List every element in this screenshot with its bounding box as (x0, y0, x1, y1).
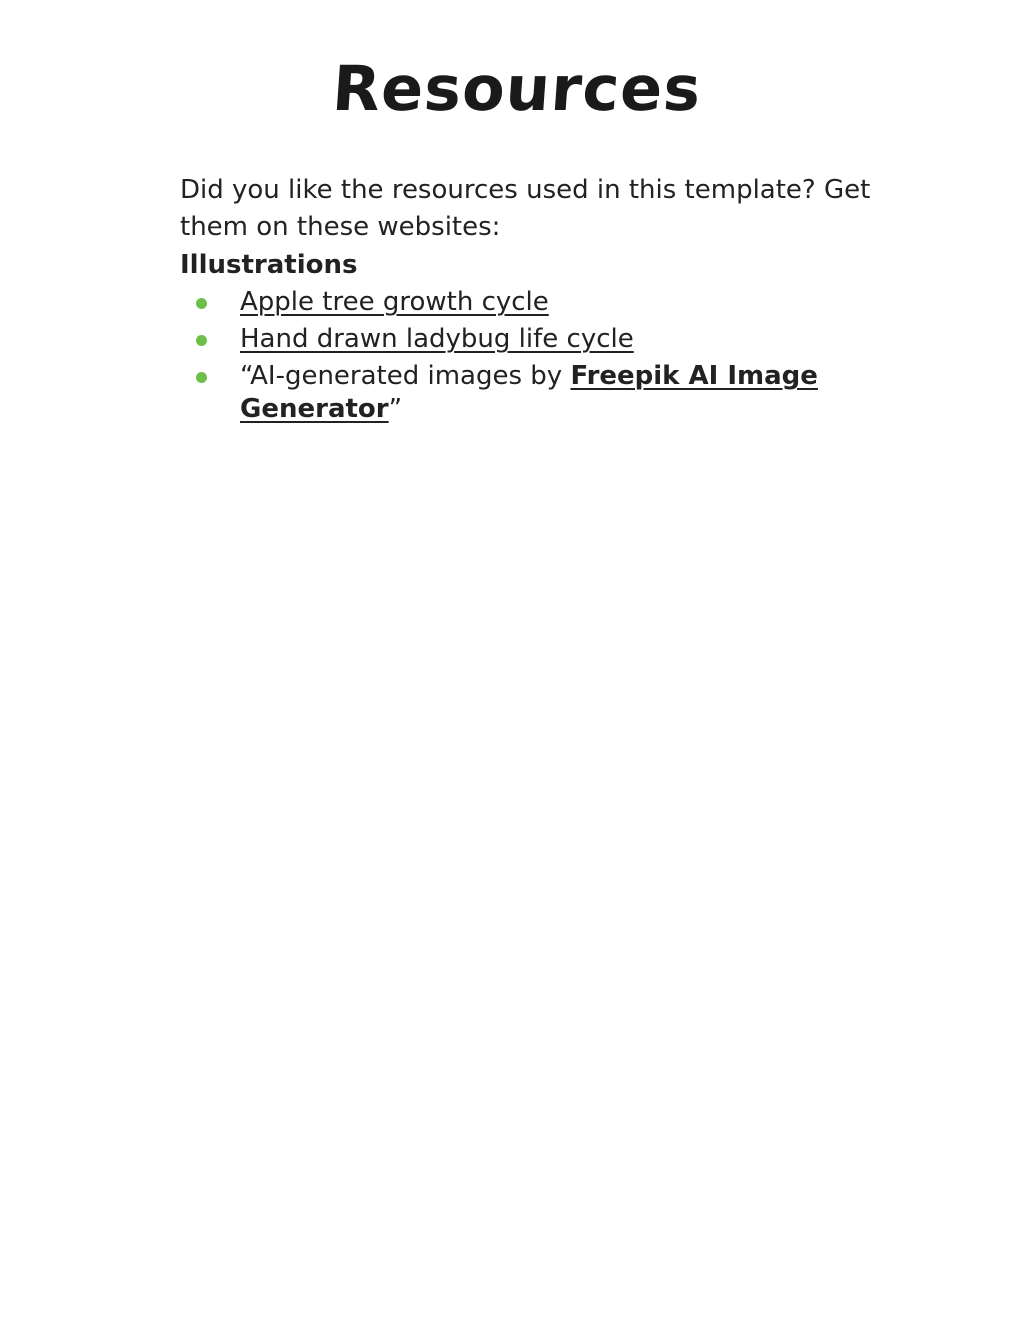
ladybug-life-cycle-link[interactable]: Hand drawn ladybug life cycle (240, 324, 634, 354)
bullet-icon (196, 298, 207, 309)
page-title: Resources (330, 52, 704, 125)
resources-content (180, 172, 880, 426)
apple-tree-growth-cycle-link[interactable]: Apple tree growth cycle (240, 287, 549, 317)
ai-images-suffix-text: ” (388, 394, 403, 424)
section-heading-illustrations: Illustrations (180, 250, 358, 280)
list-item (180, 321, 880, 358)
freepik-ai-image-generator-link[interactable]: Freepik AI Image Generator (240, 361, 818, 424)
list-item (180, 284, 880, 321)
ai-images-prefix-text: “AI-generated images by (240, 361, 571, 391)
list-item (180, 358, 880, 426)
bullet-icon (196, 335, 207, 346)
illustrations-list (180, 284, 880, 426)
bullet-icon (196, 372, 207, 383)
intro-text: Did you like the resources used in this template? Get them on these websites: (180, 175, 871, 242)
